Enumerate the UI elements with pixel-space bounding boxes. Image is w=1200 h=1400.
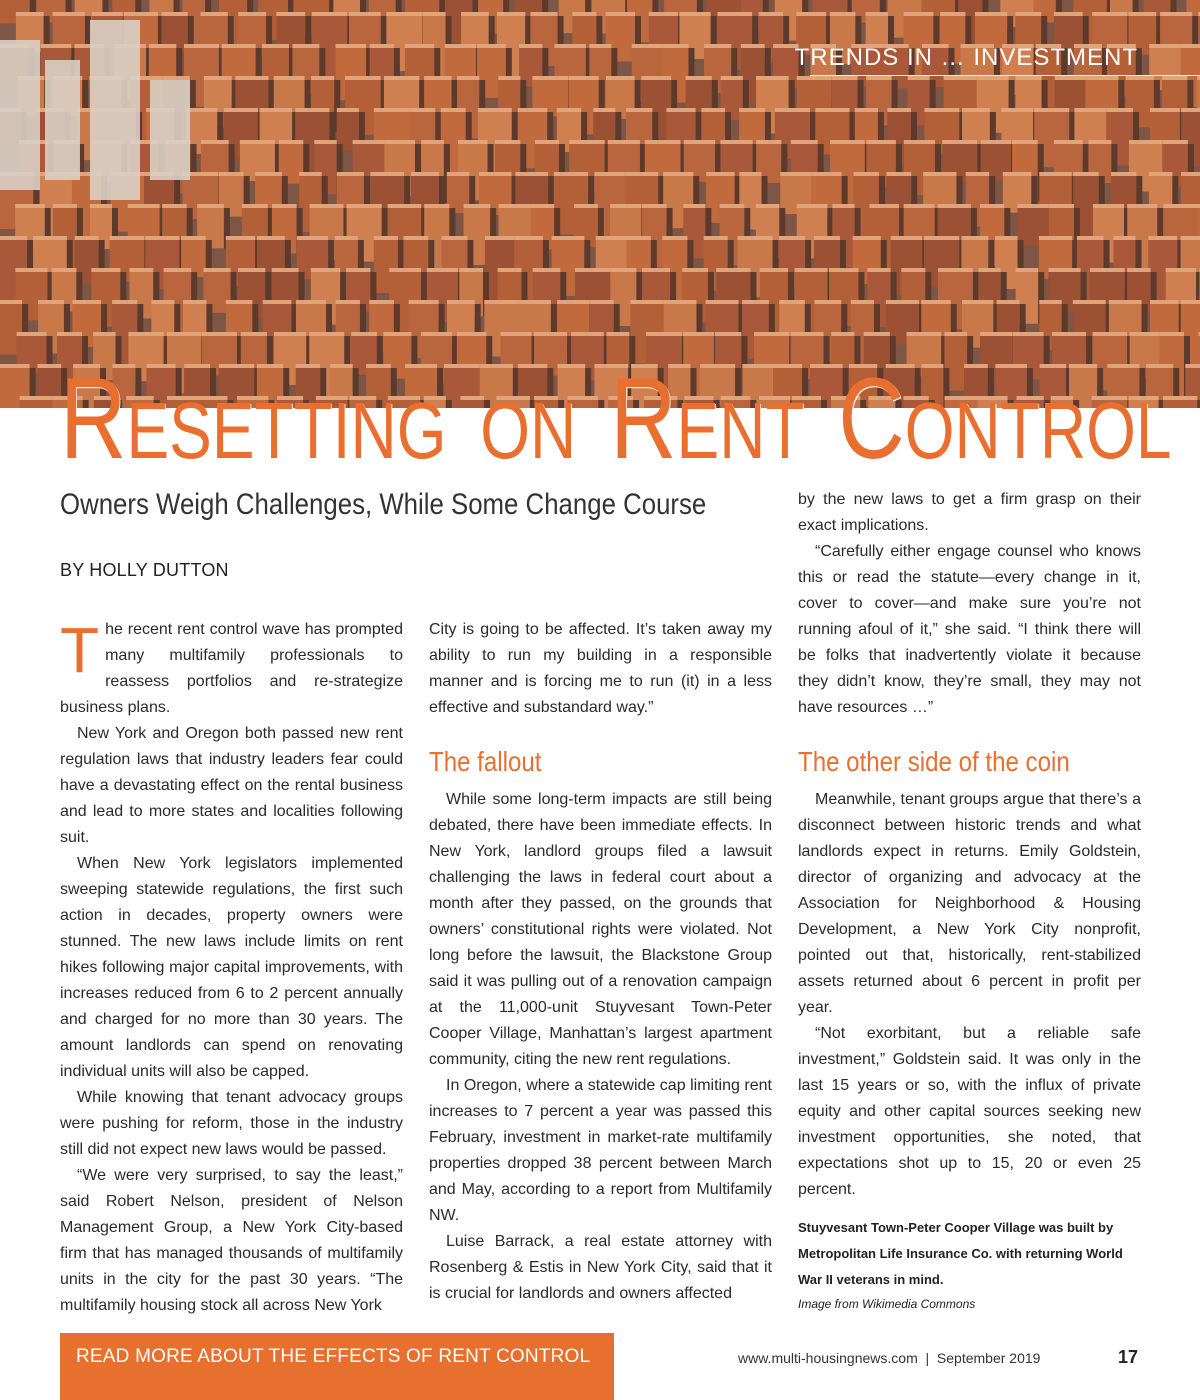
image-credit: Image from Wikimedia Commons	[798, 1297, 976, 1311]
footer-url-date: www.multi-housingnews.com | September 2019	[738, 1350, 1041, 1366]
section-heading-other-side: The other side of the coin	[798, 746, 1070, 777]
paragraph: City is going to be affected. It’s taken away my ability to run my building in a responsible manner and is forcing me to run (it) in a less effective and substandard way.”	[429, 621, 772, 716]
paragraph: Luise Barrack, a real estate attorney with Rosenberg & Estis in New York City, said that it is crucial for landlords and owners affected	[429, 1233, 772, 1302]
headline-cap-1: R	[60, 355, 127, 483]
paragraph-lead-text: he recent rent control wave has prompted many multifamily professionals to reassess portfolios and re-strategize business plans.	[60, 621, 403, 716]
paragraph: “Carefully either engage counsel who knows this or read the statute—every change in it, cover to cover—and make sure you’re not running afoul of it,” she said. “I think there will be folks that inadvertently violate it because they didn’t know, they’re small, they may not have resources …”	[798, 543, 1141, 716]
read-more-button[interactable]	[60, 1333, 614, 1400]
hero-photo	[0, 0, 1200, 408]
paragraph: Meanwhile, tenant groups argue that there’s a disconnect between historic trends and what landlords expect in returns. Emily Goldstein, director of organizing and advocacy at the Association for Neighborhood & Housing Development, a New York City nonprofit, pointed out that, historically, rent-stabilized assets returned about 6 percent in profit per year.	[798, 791, 1141, 1016]
kicker-rule	[810, 75, 1200, 76]
article-headline	[60, 355, 1172, 483]
article-column-2	[429, 617, 772, 1307]
paragraph: When New York legislators implemented sweeping statewide regulations, the first such action in decades, property owners were stunned. The new laws include limits on rent hikes following major capital improvements, with increases reduced from 6 to 2 percent annually and charged for no more than 30 years. The amount landlords can spend on renovating individual units will also be capped.	[60, 855, 403, 1080]
headline-part-1: ESETTING	[126, 386, 447, 475]
section-kicker: TRENDS IN … INVESTMENT	[794, 44, 1138, 71]
caption-text: Stuyvesant Town-Peter Cooper Village was built by Metropolitan Life Insurance Co. with returning World War II veterans in mind.	[798, 1220, 1123, 1287]
headline-cap-2: R	[610, 355, 677, 483]
section-heading-fallout: The fallout	[429, 746, 542, 777]
paragraph: by the new laws to get a firm grasp on their exact implications.	[798, 491, 1141, 534]
paragraph: While some long-term impacts are still being debated, there have been immediate effects. In New York, landlord groups filed a lawsuit challenging the laws in federal court about a month after they passed, on the grounds that owners’ constitutional rights were violated. Not long before the lawsuit, the Blackstone Group said it was pulling out of a renovation campaign at the 11,000-unit Stuyvesant Town-Peter Cooper Village, Manhattan’s largest apartment community, citing the new rent regulations.	[429, 791, 772, 1068]
headline-part-4: ONTROL	[904, 386, 1172, 475]
article-column-1	[60, 614, 403, 1319]
headline-part-3: ENT	[676, 386, 805, 475]
photo-caption	[798, 1215, 1138, 1315]
headline-cap-3: C	[838, 355, 905, 483]
paragraph-lead	[60, 614, 403, 721]
read-more-label: READ MORE ABOUT THE EFFECTS OF RENT CONTROL	[76, 1346, 591, 1367]
headline-part-2: ON	[480, 386, 577, 475]
drop-cap: T	[60, 614, 100, 686]
paragraph: While knowing that tenant advocacy groups were pushing for reform, those in the industry still did not expect new laws would be passed.	[60, 1089, 403, 1158]
paragraph: New York and Oregon both passed new rent regulation laws that industry leaders fear could have a devastating effect on the rental business and lead to more states and localities following suit.	[60, 725, 403, 846]
paragraph: “We were very surprised, to say the least,” said Robert Nelson, president of Nelson Management Group, a New York City-based firm that has managed thousands of multifamily units in the city for the past 30 years. “The multifamily housing stock all across New York	[60, 1167, 403, 1314]
paragraph: In Oregon, where a statewide cap limiting rent increases to 7 percent a year was passed this February, investment in market-rate multifamily properties dropped 38 percent between March and May, according to a report from Multifamily NW.	[429, 1077, 772, 1224]
byline: BY HOLLY DUTTON	[60, 560, 229, 580]
paragraph: “Not exorbitant, but a reliable safe investment,” Goldstein said. It was only in the last 15 years or so, with the influx of private equity and other capital sources seeking new investment opportunities, she noted, that expectations shot up to 15, 20 or even 25 percent.	[798, 1025, 1141, 1198]
article-column-3	[798, 487, 1141, 1203]
article-subhead: Owners Weigh Challenges, While Some Change Course	[60, 488, 707, 521]
page-number: 17	[1118, 1347, 1139, 1367]
